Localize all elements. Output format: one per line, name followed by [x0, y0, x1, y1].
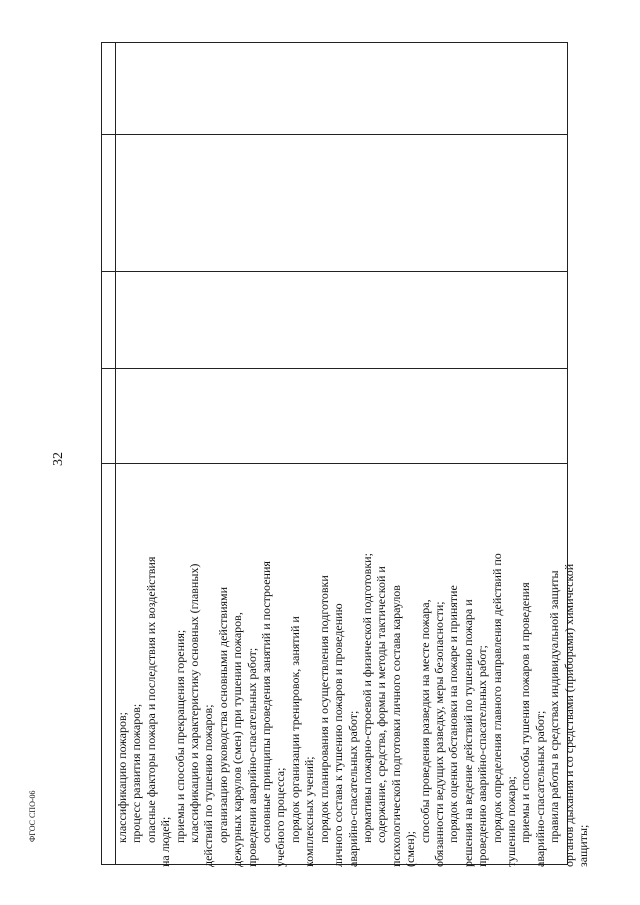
text-line: порядок оценки обстановки на пожаре и принятие	[446, 585, 461, 843]
text-line: личного состава к тушению пожаров и проведению	[331, 603, 346, 867]
column-divider	[102, 271, 567, 272]
column-divider	[102, 368, 567, 369]
text-line: приемы и способы тушения пожаров и проведения	[518, 582, 533, 843]
text-line: классификацию пожаров;	[115, 712, 129, 843]
text-line: защиты;	[576, 824, 590, 867]
text-line: психологической подготовки личного состава караулов	[388, 585, 403, 867]
text-line: комплексных учений;	[302, 756, 317, 867]
text-line: нормативы пожарно-строевой и физической подготовки;	[359, 553, 374, 843]
text-line: процесс развития пожаров;	[129, 703, 144, 843]
text-line: органов дыхания и со средствами (приборами) химической	[561, 563, 576, 867]
text-line: обязанности ведущих разведку, меры безопасности;	[431, 601, 446, 867]
text-line: на людей;	[158, 816, 173, 867]
text-line: содержание, средства, формы и методы тактической и	[374, 566, 389, 843]
column-divider	[102, 134, 567, 135]
text-line: тушению пожара;	[503, 776, 518, 867]
footer-code: ФГОС СПО-06	[28, 790, 37, 842]
text-line: порядок определения главного направления действий по	[489, 553, 504, 843]
text-line: порядок планирования и осуществления подготовки	[316, 575, 331, 843]
text-line: решения на ведение действий по тушению пожара и	[460, 599, 475, 867]
text-line: аварийно-спасательных работ;	[532, 710, 547, 867]
text-line: учебного процесса;	[273, 767, 288, 867]
text-line: проведению аварийно-спасательных работ;	[475, 645, 490, 867]
text-line: (смен);	[403, 831, 418, 867]
text-line: порядок организации тренировок, занятий и	[287, 616, 302, 843]
text-line: аварийно-спасательных работ;	[345, 710, 360, 867]
text-line: действий по тушению пожаров;	[201, 704, 216, 867]
text-line: правила работы в средствах индивидуальной защиты	[547, 570, 562, 843]
competency-text	[115, 457, 590, 867]
text-line: опасные факторы пожара и последствия их воздействия	[143, 556, 158, 843]
text-line: дежурных караулов (смен) при тушении пожаров,	[230, 612, 245, 867]
text-line: организацию руководства основными действиями	[215, 586, 230, 843]
text-line: способы проведения разведки на месте пожара,	[417, 599, 432, 843]
text-line: классификацию и характеристику основных (главных)	[187, 563, 202, 843]
text-line: проведении аварийно-спасательных работ;	[244, 647, 259, 867]
text-line: основные принципы проведения занятий и построения	[259, 561, 274, 843]
page-number: 32	[51, 452, 66, 466]
text-line: приемы и способы прекращения горения;	[172, 629, 187, 843]
